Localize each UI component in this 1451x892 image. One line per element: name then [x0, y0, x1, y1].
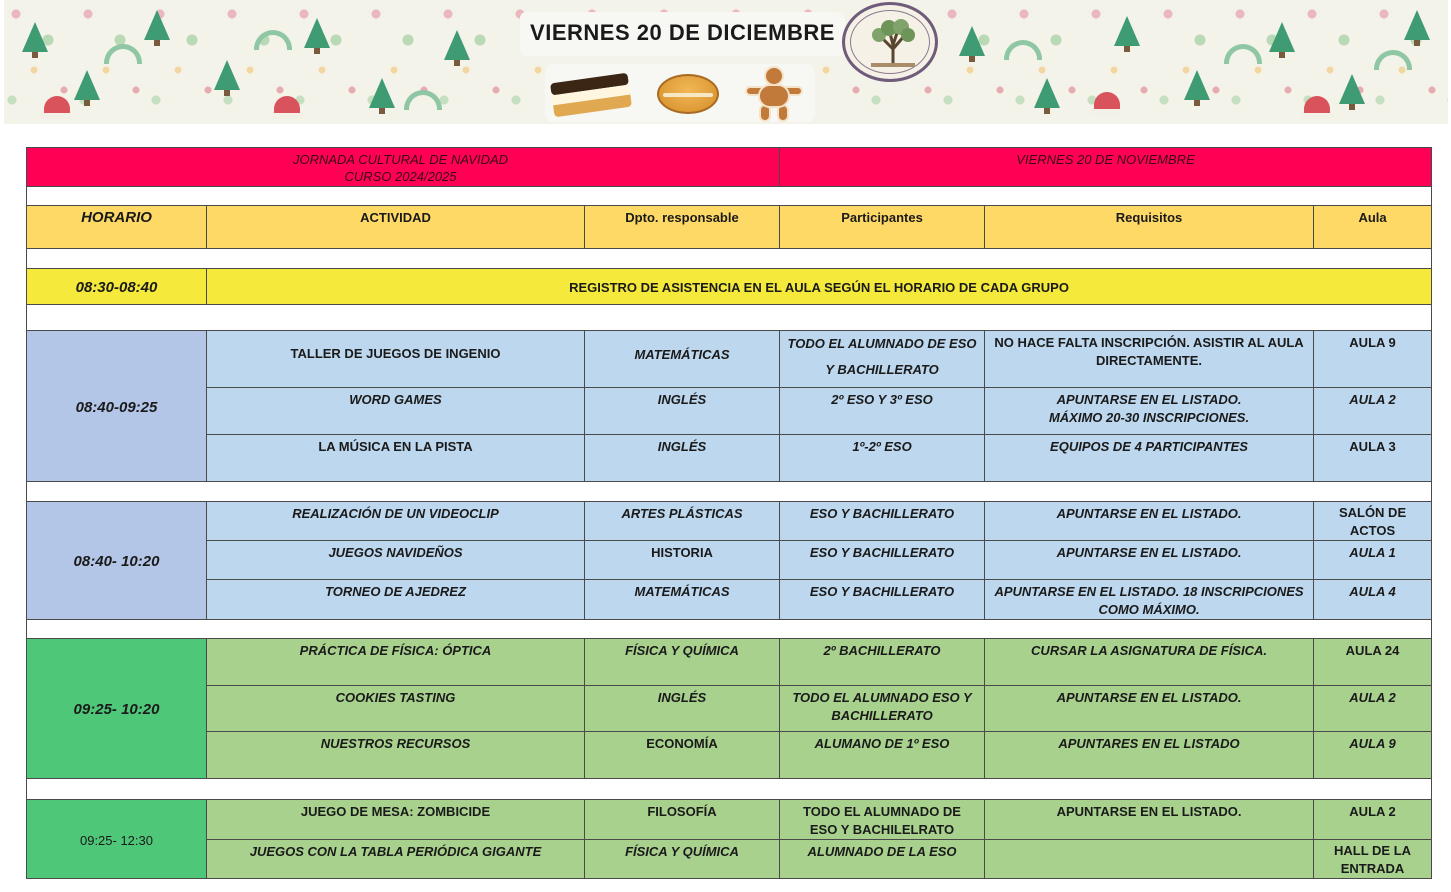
- christmas-tree-icon: [1034, 78, 1060, 108]
- department: HISTORIA: [585, 541, 780, 580]
- table-row: [27, 331, 1432, 388]
- department: MATEMÁTICAS: [585, 580, 780, 620]
- table-row: [27, 840, 1432, 879]
- santa-hat-icon: [274, 96, 300, 114]
- room: AULA 4: [1314, 580, 1432, 620]
- christmas-tree-icon: [1184, 70, 1210, 100]
- activity-name: REALIZACIÓN DE UN VIDEOCLIP: [207, 502, 585, 541]
- spacer-row: [27, 305, 1432, 331]
- requirements: NO HACE FALTA INSCRIPCIÓN. ASISTIR AL AULA DIRECTAMENTE.: [985, 331, 1314, 388]
- participants: 2º ESO Y 3º ESO: [780, 388, 985, 435]
- time-slot: 08:40-09:25: [27, 331, 207, 482]
- activity-name: COOKIES TASTING: [207, 686, 585, 732]
- room: AULA 2: [1314, 800, 1432, 840]
- activity-name: TORNEO DE AJEDREZ: [207, 580, 585, 620]
- column-requisitos: Requisitos: [985, 206, 1314, 249]
- rainbow-icon: [254, 30, 292, 50]
- christmas-tree-icon: [1269, 22, 1295, 52]
- room: AULA 9: [1314, 732, 1432, 779]
- christmas-tree-icon: [369, 78, 395, 108]
- participants: ESO Y BACHILLERATO: [780, 502, 985, 541]
- department: INGLÉS: [585, 686, 780, 732]
- registro-time: 08:30-08:40: [27, 269, 207, 305]
- spacer-row: [27, 187, 1432, 206]
- column-aula: Aula: [1314, 206, 1432, 249]
- department: MATEMÁTICAS: [585, 331, 780, 388]
- registro-row: [27, 269, 1432, 305]
- table-row: [27, 639, 1432, 686]
- event-title-cell: [27, 148, 780, 187]
- department: ARTES PLÁSTICAS: [585, 502, 780, 541]
- santa-hat-icon: [1094, 92, 1120, 110]
- activity-name: JUEGOS CON LA TABLA PERIÓDICA GIGANTE: [207, 840, 585, 879]
- requirements: APUNTARES EN EL LISTADO: [985, 732, 1314, 779]
- spacer-row: [27, 620, 1432, 639]
- event-title: JORNADA CULTURAL DE NAVIDAD: [292, 152, 509, 167]
- activity-name: PRÁCTICA DE FÍSICA: ÓPTICA: [207, 639, 585, 686]
- participants: 1º-2º ESO: [780, 435, 985, 482]
- room: AULA 2: [1314, 686, 1432, 732]
- participants: ALUMANO DE 1º ESO: [780, 732, 985, 779]
- participants: TODO EL ALUMNADO ESO Y BACHILLERATO: [780, 686, 985, 732]
- room: AULA 3: [1314, 435, 1432, 482]
- column-header-row: [27, 206, 1432, 249]
- table-row: [27, 732, 1432, 779]
- requirements: APUNTARSE EN EL LISTADO. 18 INSCRIPCIONES COMO MÁXIMO.: [985, 580, 1314, 620]
- rainbow-icon: [404, 90, 442, 110]
- rainbow-icon: [104, 44, 142, 64]
- table-row: [27, 686, 1432, 732]
- department: FILOSOFÍA: [585, 800, 780, 840]
- christmas-tree-icon: [214, 60, 240, 90]
- gingerbread-man-icon: [745, 66, 803, 122]
- spacer-row: [27, 779, 1432, 800]
- requirements: EQUIPOS DE 4 PARTICIPANTES: [985, 435, 1314, 482]
- activity-name: TALLER DE JUEGOS DE INGENIO: [207, 331, 585, 388]
- page-title: VIERNES 20 DE DICIEMBRE: [530, 20, 835, 45]
- table-row: [27, 580, 1432, 620]
- room: SALÓN DE ACTOS: [1314, 502, 1432, 541]
- registro-text: REGISTRO DE ASISTENCIA EN EL AULA SEGÚN EL HORARIO DE CADA GRUPO: [207, 269, 1432, 305]
- participants-text: TODO EL ALUMNADO DE ESO Y BACHILLERATO: [787, 336, 977, 377]
- santa-hat-icon: [1304, 96, 1330, 114]
- department: FÍSICA Y QUÍMICA: [585, 639, 780, 686]
- participants: 2º BACHILLERATO: [780, 639, 985, 686]
- department: ECONOMÍA: [585, 732, 780, 779]
- christmas-tree-icon: [1339, 74, 1365, 104]
- activity-name: NUESTROS RECURSOS: [207, 732, 585, 779]
- event-date: VIERNES 20 DE NOVIEMBRE: [780, 148, 1432, 187]
- table-row: [27, 502, 1432, 541]
- requirements: APUNTARSE EN EL LISTADO. MÁXIMO 20-30 INSCRIPCIONES.: [985, 388, 1314, 435]
- rainbow-icon: [1004, 40, 1042, 60]
- room: AULA 24: [1314, 639, 1432, 686]
- requirements: APUNTARSE EN EL LISTADO.: [985, 541, 1314, 580]
- time-slot: 08:40- 10:20: [27, 502, 207, 620]
- time-slot: 09:25- 10:20: [27, 639, 207, 779]
- event-header-row: [27, 148, 1432, 187]
- rainbow-icon: [1224, 44, 1262, 64]
- schedule-table: [26, 147, 1432, 879]
- christmas-tree-icon: [1404, 10, 1430, 40]
- participants: [780, 331, 985, 388]
- activity-name: JUEGOS NAVIDEÑOS: [207, 541, 585, 580]
- school-logo-icon: [842, 2, 938, 82]
- table-row: [27, 800, 1432, 840]
- requirements: [985, 840, 1314, 879]
- column-actividad: ACTIVIDAD: [207, 206, 585, 249]
- christmas-tree-icon: [444, 30, 470, 60]
- activity-name: JUEGO DE MESA: ZOMBICIDE: [207, 800, 585, 840]
- participants: ESO Y BACHILLERATO: [780, 541, 985, 580]
- participants: ESO Y BACHILLERATO: [780, 580, 985, 620]
- requirements: APUNTARSE EN EL LISTADO.: [985, 502, 1314, 541]
- spacer-row: [27, 482, 1432, 502]
- activity-name: WORD GAMES: [207, 388, 585, 435]
- cookie-icon: [657, 74, 719, 114]
- christmas-tree-icon: [144, 10, 170, 40]
- christmas-tree-icon: [1114, 16, 1140, 46]
- participants: ALUMNADO DE LA ESO: [780, 840, 985, 879]
- column-participantes: Participantes: [780, 206, 985, 249]
- column-horario: HORARIO: [27, 206, 207, 249]
- event-course: CURSO 2024/2025: [344, 169, 457, 184]
- room: AULA 9: [1314, 331, 1432, 388]
- christmas-tree-icon: [959, 26, 985, 56]
- christmas-tree-icon: [304, 18, 330, 48]
- participants: TODO EL ALUMNADO DE ESO Y BACHILELRATO: [780, 800, 985, 840]
- rainbow-icon: [1374, 50, 1412, 70]
- room: AULA 1: [1314, 541, 1432, 580]
- christmas-tree-icon: [74, 70, 100, 100]
- department: FÍSICA Y QUÍMICA: [585, 840, 780, 879]
- department: INGLÉS: [585, 388, 780, 435]
- table-row: [27, 435, 1432, 482]
- table-row: [27, 388, 1432, 435]
- room: HALL DE LA ENTRADA: [1314, 840, 1432, 879]
- requirements: APUNTARSE EN EL LISTADO.: [985, 800, 1314, 840]
- table-row: [27, 541, 1432, 580]
- requirements: CURSAR LA ASIGNATURA DE FÍSICA.: [985, 639, 1314, 686]
- christmas-tree-icon: [22, 22, 48, 52]
- activity-name: LA MÚSICA EN LA PISTA: [207, 435, 585, 482]
- department: INGLÉS: [585, 435, 780, 482]
- column-dpto: Dpto. responsable: [585, 206, 780, 249]
- time-slot: 09:25- 12:30: [27, 800, 207, 879]
- requirements: APUNTARSE EN EL LISTADO.: [985, 686, 1314, 732]
- santa-hat-icon: [44, 96, 70, 114]
- spacer-row: [27, 249, 1432, 269]
- room: AULA 2: [1314, 388, 1432, 435]
